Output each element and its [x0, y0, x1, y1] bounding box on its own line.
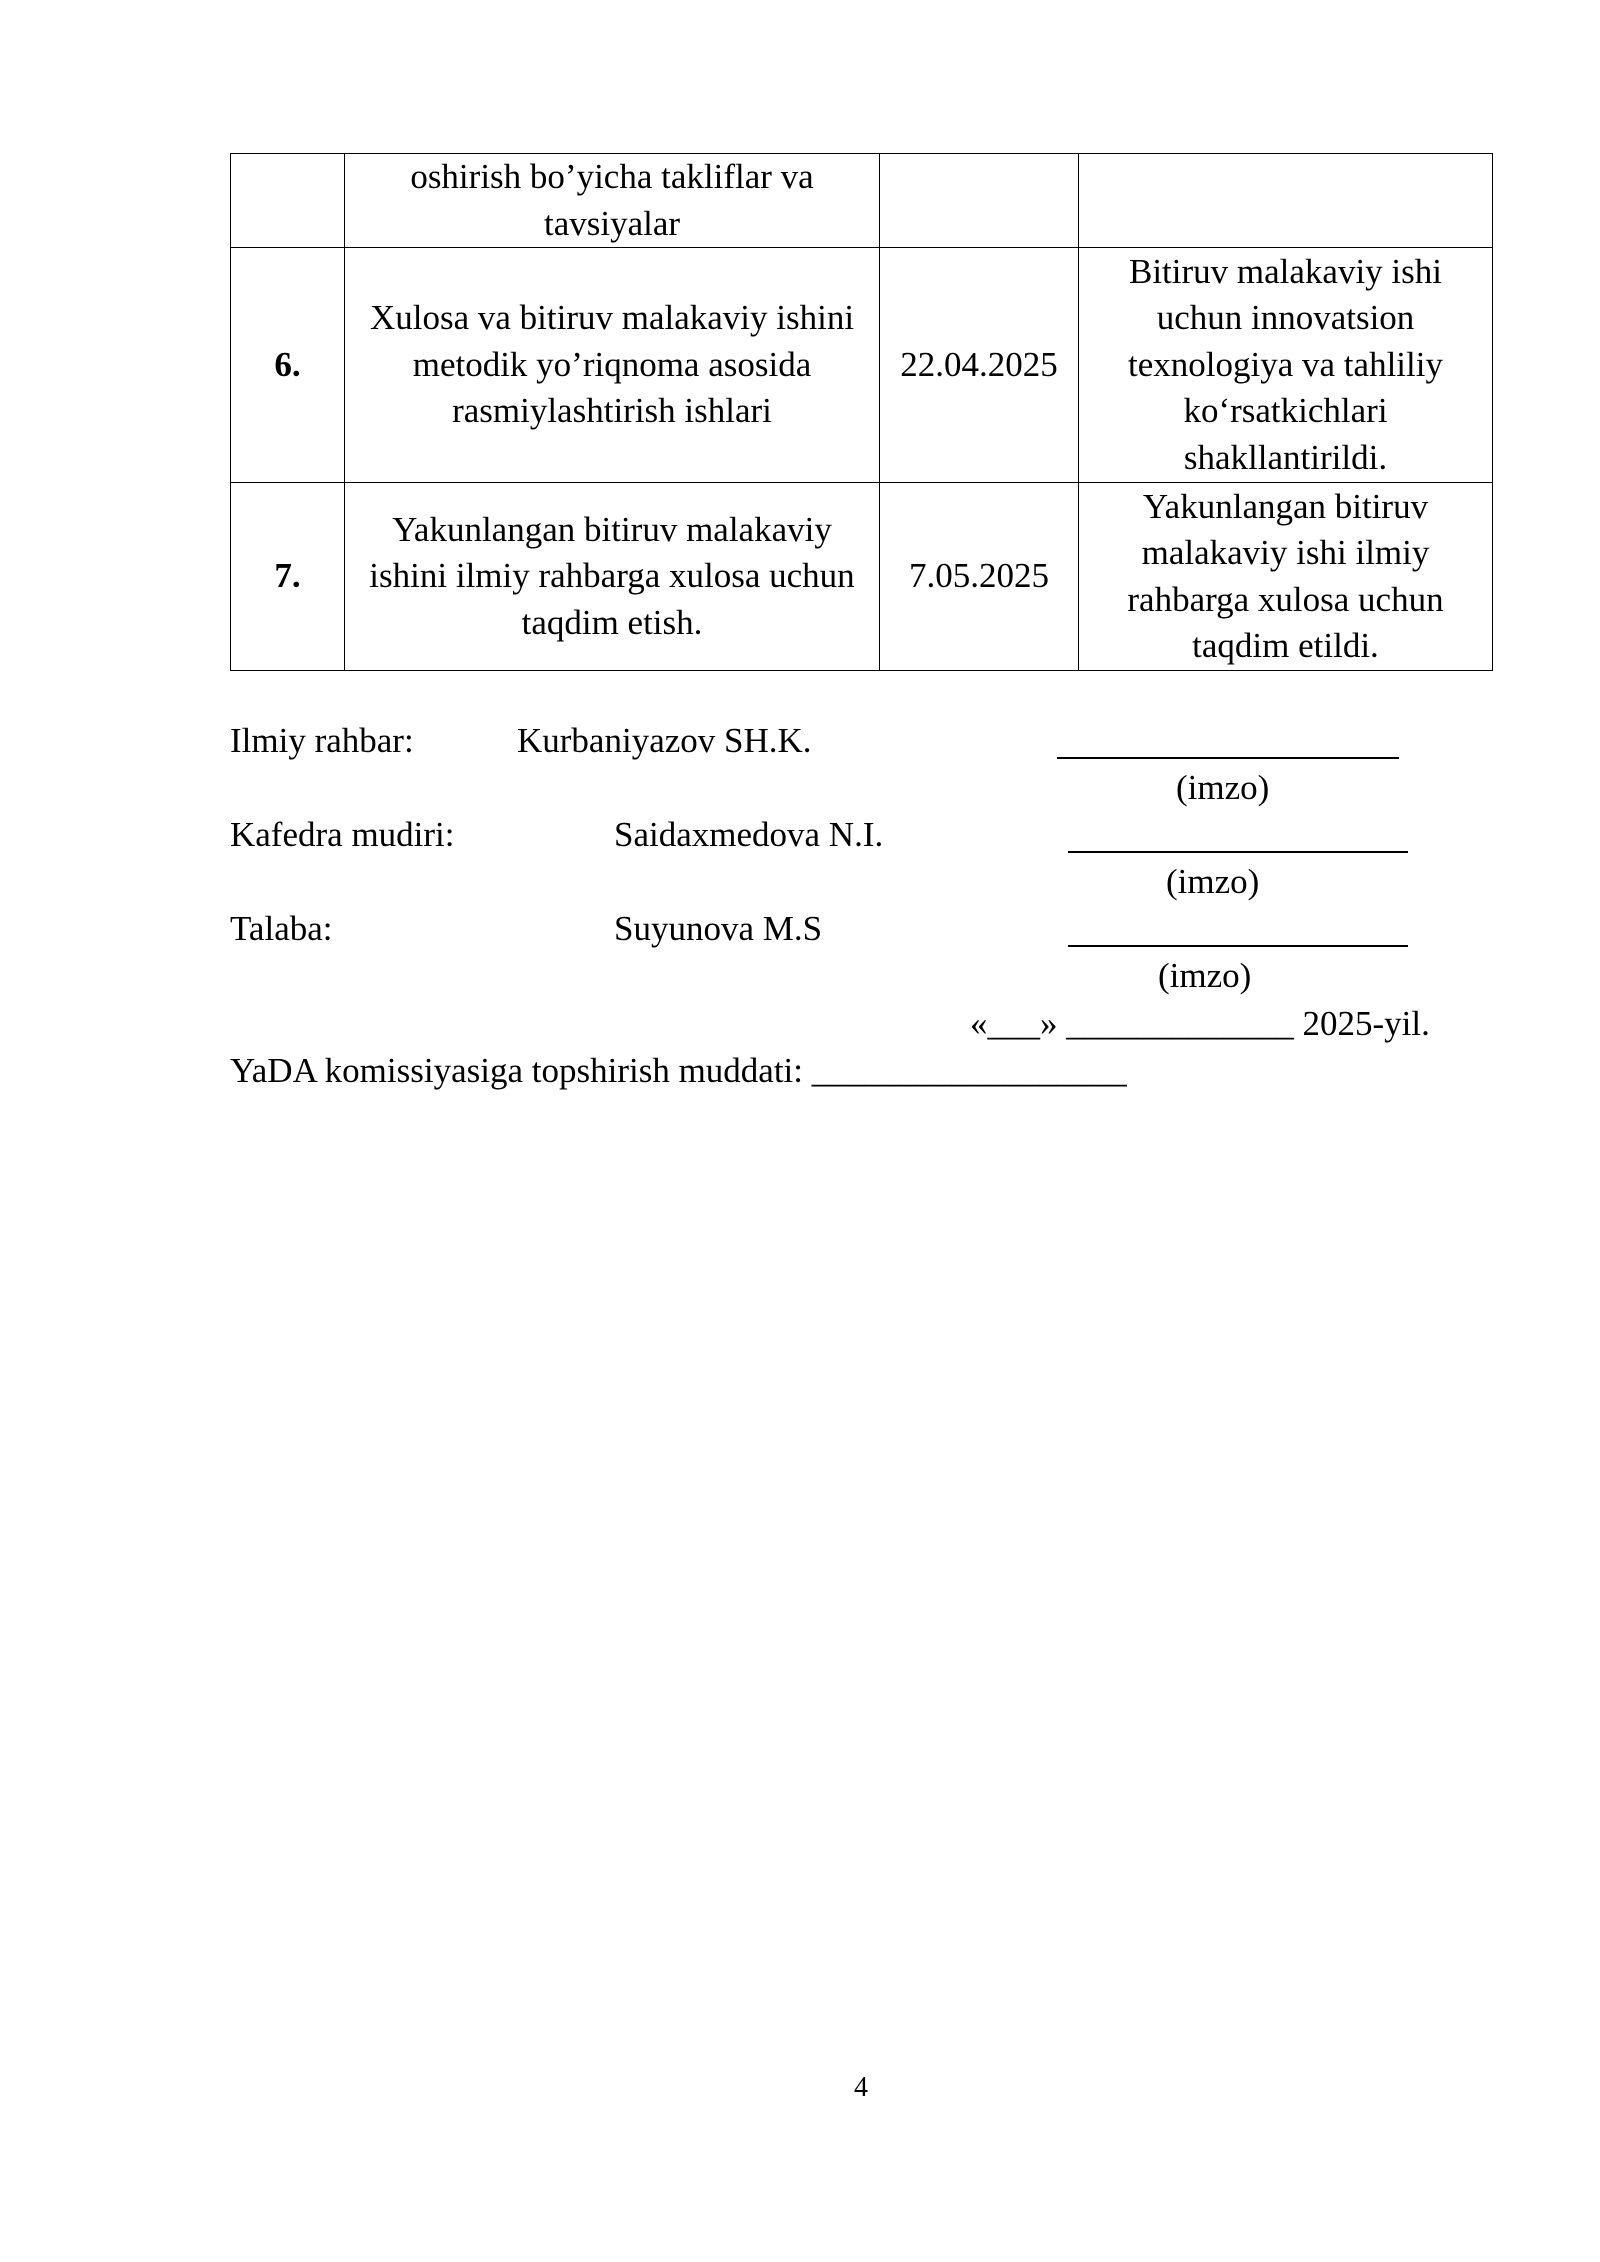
row-result — [1079, 154, 1493, 248]
row-task: Yakunlangan bitiruv malakaviy ishini ilmiy rahbarga xulosa uchun taqdim etish. — [345, 483, 880, 671]
row-task: Xulosa va bitiruv malakaviy ishini metodik yo’riqnoma asosida rasmiylashtirish ishlari — [345, 248, 880, 483]
head-signature-caption: (imzo) — [1166, 862, 1260, 901]
row-result: Yakunlangan bitiruv malakaviy ishi ilmiy rahbarga xulosa uchun taqdim etildi. — [1079, 483, 1493, 671]
date-line: «___» _____________ 2025-yil. — [970, 1004, 1430, 1043]
row-date — [880, 154, 1079, 248]
row-result: Bitiruv malakaviy ishi uchun innovatsion texnologiya va tahliliy ko‘rsatkichlari shakllantirildi. — [1079, 248, 1493, 483]
table-row — [231, 154, 1493, 248]
student-role-label: Talaba: — [230, 909, 333, 948]
supervisor-name: Kurbaniyazov SH.K. — [517, 721, 812, 760]
row-number — [231, 154, 345, 248]
page-number: 4 — [854, 2072, 868, 2103]
head-signature-line — [1068, 851, 1408, 853]
student-name: Suyunova M.S — [614, 909, 823, 948]
head-name: Saidaxmedova N.I. — [614, 815, 884, 854]
student-signature-caption: (imzo) — [1158, 956, 1252, 995]
student-signature-line — [1068, 945, 1408, 947]
deadline-line: YaDA komissiyasiga topshirish muddati: __________________ — [230, 1051, 1127, 1090]
row-number: 7. — [231, 483, 345, 671]
row-number: 6. — [231, 248, 345, 483]
supervisor-signature-line — [1057, 757, 1399, 759]
table-row — [231, 248, 1493, 483]
row-task: oshirish bo’yicha takliflar va tavsiyalar — [345, 154, 880, 248]
row-date: 7.05.2025 — [880, 483, 1079, 671]
head-role-label: Kafedra mudiri: — [230, 815, 455, 854]
supervisor-signature-caption: (imzo) — [1176, 768, 1270, 807]
table-row — [231, 483, 1493, 671]
supervisor-role-label: Ilmiy rahbar: — [230, 721, 414, 760]
work-plan-table — [230, 153, 1493, 671]
row-date: 22.04.2025 — [880, 248, 1079, 483]
